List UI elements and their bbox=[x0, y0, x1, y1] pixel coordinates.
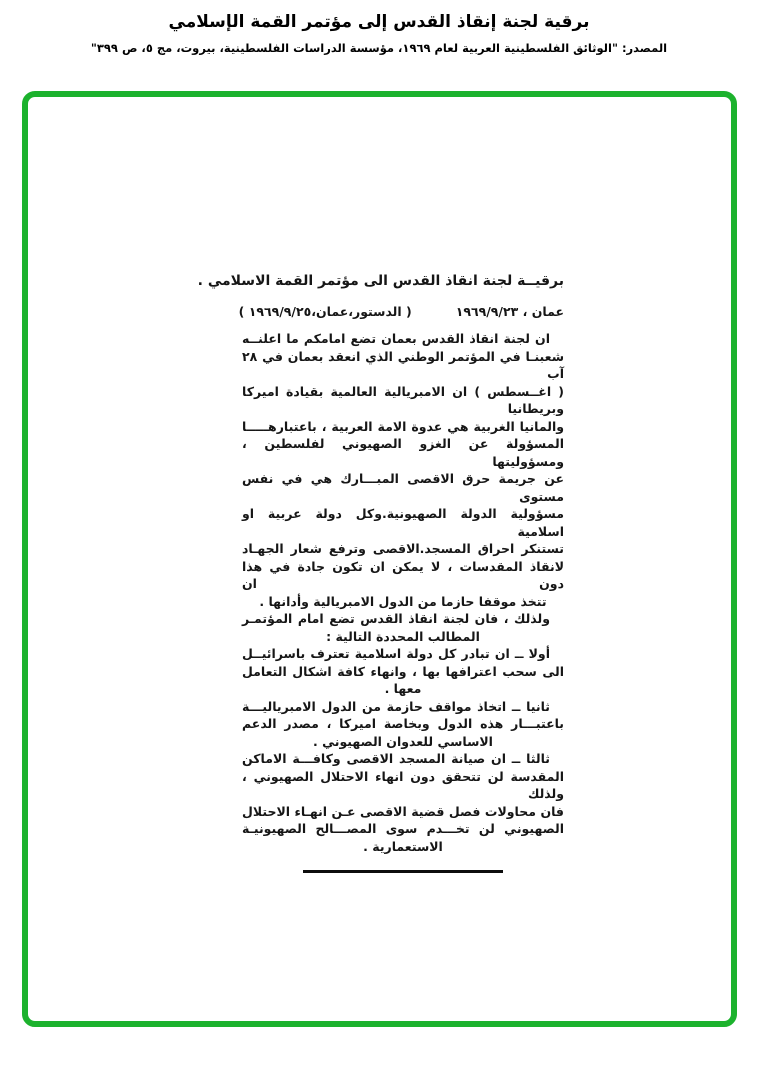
document-body bbox=[242, 330, 564, 855]
document-scan bbox=[197, 272, 564, 873]
document-line: أولا ــ ان تبادر كل دولة اسلامية تعترف باسرائيــل bbox=[242, 646, 550, 661]
document-line: لانقاذ المقدسات ، لا يمكن ان تكون جادة في هذا دون ان bbox=[242, 558, 564, 591]
document-line: مسؤولية الدولة الصهيونية.وكل دولة عربية او اسلامية bbox=[242, 506, 564, 539]
document-line: تستنكر احراق المسجد.الاقصى وترفع شعار الجهـاد bbox=[242, 541, 564, 556]
document-line: المقدسة لن تتحقق دون انهاء الاحتلال الصهيوني ، ولذلك bbox=[242, 768, 564, 801]
document-line: المسؤولة عن الغزو الصهيوني لفلسطين ، ومسؤوليتها bbox=[242, 436, 564, 469]
document-title: برقيــة لجنة انقاذ القدس الى مؤتمر القمة الاسلامي . bbox=[197, 273, 564, 289]
document-line: المطالب المحددة التالية : bbox=[326, 628, 480, 644]
document-line: ولذلك ، فان لجنة انقاذ القدس تضع امام المؤتمـر bbox=[242, 611, 550, 626]
page-header bbox=[0, 12, 758, 55]
document-line: فان محاولات فصل قضية الاقصى عـن انهـاء الاحتلال bbox=[242, 803, 564, 819]
document-line: عن جريمة حرق الاقصى المبـــارك هي في نفس مستوى bbox=[242, 471, 564, 504]
document-line: الاساسي للعدوان الصهيوني . bbox=[313, 733, 493, 749]
document-line: والمانيا الغربية هي عدوة الامة العربية ، باعتبارهـــــا bbox=[242, 418, 564, 434]
document-line: شعبنـا في المؤتمر الوطني الذي انعقد بعمان في ٢٨ آب bbox=[242, 348, 564, 381]
document-line: باعتبـــار هذه الدول وبخاصة اميركا ، مصدر الدعم bbox=[242, 716, 564, 731]
document-line: الى سحب اعترافها بها ، وانهاء كافة اشكال التعامل bbox=[242, 663, 564, 679]
dateline-place-date: عمان ، ١٩٦٩/٩/٢٣ bbox=[455, 304, 564, 319]
document-line: ان لجنة انقاذ القدس بعمان تضع امامكم ما اعلنــه bbox=[242, 331, 550, 346]
document-line: الاستعمارية . bbox=[363, 838, 443, 854]
document-line: ثالثا ــ ان صيانة المسجد الاقصى وكافـــة الاماكن bbox=[242, 751, 550, 766]
document-line: معها . bbox=[384, 681, 422, 696]
document-line: الصهيوني لن تخـــدم سوى المصـــالح الصهيونيـة bbox=[242, 821, 564, 836]
source-citation: المصدر: "الوثائق الفلسطينية العربية لعام ١٩٦٩، مؤسسة الدراسات الفلسطينية، بيروت، مج ٥، ص ٣٩٩" bbox=[90, 41, 668, 55]
document-line: ثانيا ــ اتخاذ مواقف حازمة من الدول الامبرياليـــة bbox=[242, 698, 550, 714]
end-divider bbox=[303, 870, 503, 873]
page-title: برقية لجنة إنقاذ القدس إلى مؤتمر القمة الإسلامي bbox=[168, 12, 590, 32]
document-line: تتخذ موقفا حازما من الدول الامبريالية وأدانها . bbox=[259, 593, 547, 609]
green-frame bbox=[22, 91, 737, 1027]
dateline-citation: ( الدستور،عمان،١٩٦٩/٩/٢٥ ) bbox=[238, 304, 412, 319]
document-dateline bbox=[238, 304, 564, 319]
document-line: ( اغــسطس ) ان الامبريالية العالمية بقيادة اميركا وبريطانيا bbox=[242, 383, 564, 416]
